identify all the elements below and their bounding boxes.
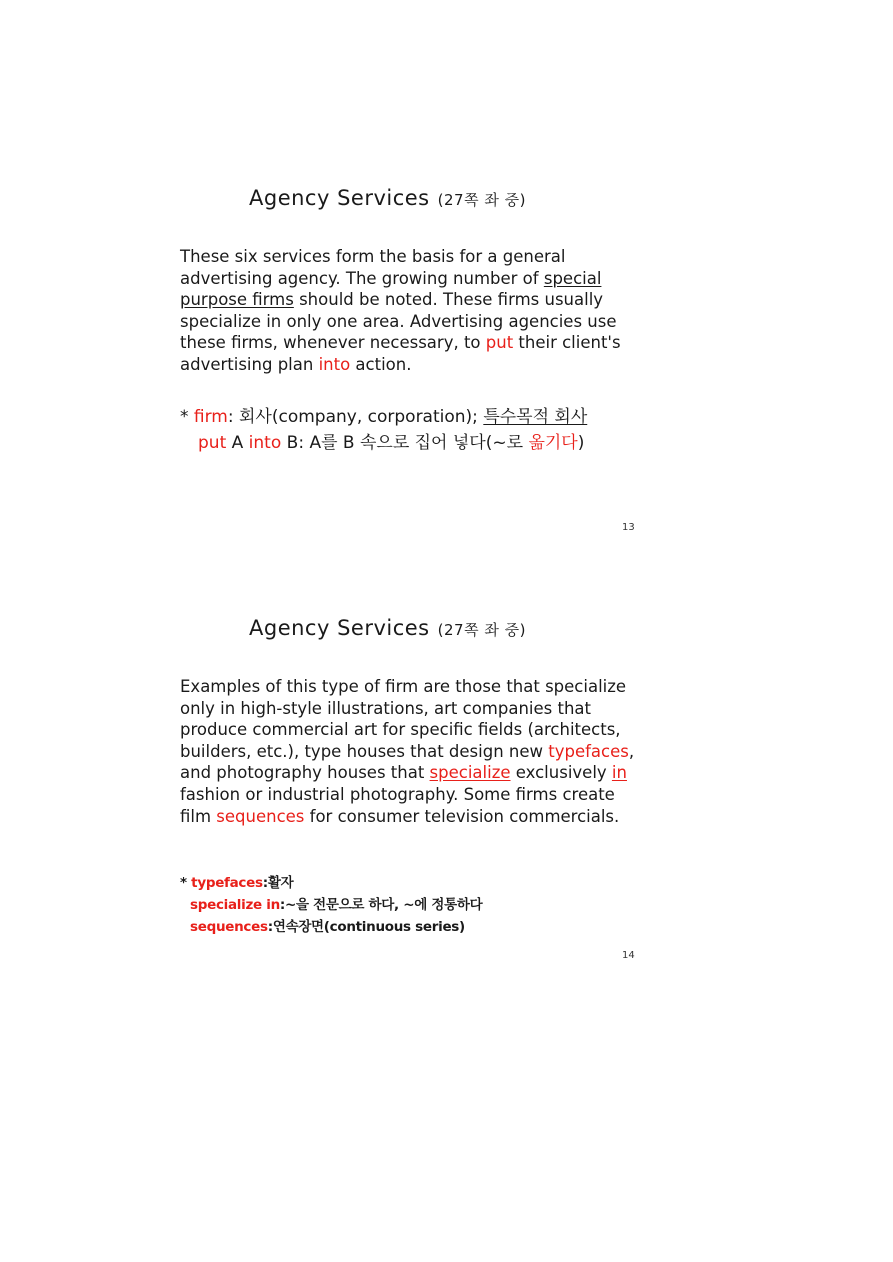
note-definition: B: A를 B 속으로 집어 넣다(~로 xyxy=(281,433,529,453)
note-term: into xyxy=(248,433,282,453)
vocabulary-note-typefaces xyxy=(180,872,482,894)
vocabulary-note-firm xyxy=(180,404,587,430)
note-definition-underlined: 특수목적 회사 xyxy=(483,407,588,427)
slide-title-page-ref: (27쪽 좌 중) xyxy=(437,621,526,639)
vocabulary-note-sequences xyxy=(180,916,482,938)
highlighted-term-in: in xyxy=(611,763,627,783)
note-term: sequences xyxy=(190,919,268,935)
slide-title xyxy=(249,186,526,210)
body-text-segment: Examples of this type of firm are those that specialize only in high-style illustrations, art companies that produce commercial art for specific fields (architects, builders, etc.), type houses that design new xyxy=(180,677,627,761)
body-text-segment: These six services form the basis for a general advertising agency. The growing number of xyxy=(180,247,566,288)
body-text-segment: exclusively xyxy=(510,763,612,783)
slide-title-page-ref: (27쪽 좌 중) xyxy=(437,191,526,209)
body-text-segment: for consumer television commercials. xyxy=(304,806,620,826)
body-text-segment: should be noted. These firms usually specialize in only one area. Advertising agencies use these firms, whenever necessary, to xyxy=(180,290,617,353)
slide-title-text: Agency Services xyxy=(249,616,430,640)
body-text-segment: their client's advertising plan xyxy=(180,333,621,374)
body-text-segment: action. xyxy=(350,354,412,374)
highlighted-term-put: put xyxy=(485,333,514,353)
highlighted-term-typefaces: typefaces xyxy=(548,741,629,761)
body-text-segment: fashion or industrial photography. Some firms create film xyxy=(180,784,615,826)
body-text-segment: , and photography houses that xyxy=(180,741,635,783)
note-term: firm xyxy=(193,407,228,427)
note-bullet: * xyxy=(180,407,194,427)
vocabulary-notes xyxy=(180,404,587,456)
note-definition: ) xyxy=(577,433,585,453)
note-definition: :~을 전문으로 하다, ~에 정통하다 xyxy=(279,897,483,913)
highlighted-term-specialize: specialize xyxy=(429,763,511,783)
underlined-term-special-purpose-firms: special purpose firms xyxy=(180,268,602,310)
slide-title-text: Agency Services xyxy=(249,186,430,210)
slide-13 xyxy=(0,180,893,540)
note-definition: :활자 xyxy=(262,875,294,891)
page-number: 14 xyxy=(622,950,635,961)
slide-body-paragraph xyxy=(180,246,650,376)
vocabulary-note-specialize-in xyxy=(180,894,482,916)
note-definition: :연속장면(continuous series) xyxy=(267,919,465,935)
note-term: specialize in xyxy=(190,897,280,913)
vocabulary-notes xyxy=(180,872,482,938)
page-number: 13 xyxy=(622,522,635,533)
note-bullet: * xyxy=(180,875,192,891)
slide-14 xyxy=(0,610,893,970)
highlighted-term-into: into xyxy=(318,354,351,374)
highlighted-term-sequences: sequences xyxy=(216,806,305,826)
note-term: typefaces xyxy=(191,875,263,891)
note-term: 옮기다 xyxy=(528,433,578,453)
note-definition: : 회사(company, corporation); xyxy=(227,407,484,427)
note-definition: A xyxy=(226,433,249,453)
note-term: put xyxy=(198,433,227,453)
vocabulary-note-put-into xyxy=(180,430,587,456)
slide-title xyxy=(249,616,526,640)
slide-body-paragraph xyxy=(180,676,650,827)
